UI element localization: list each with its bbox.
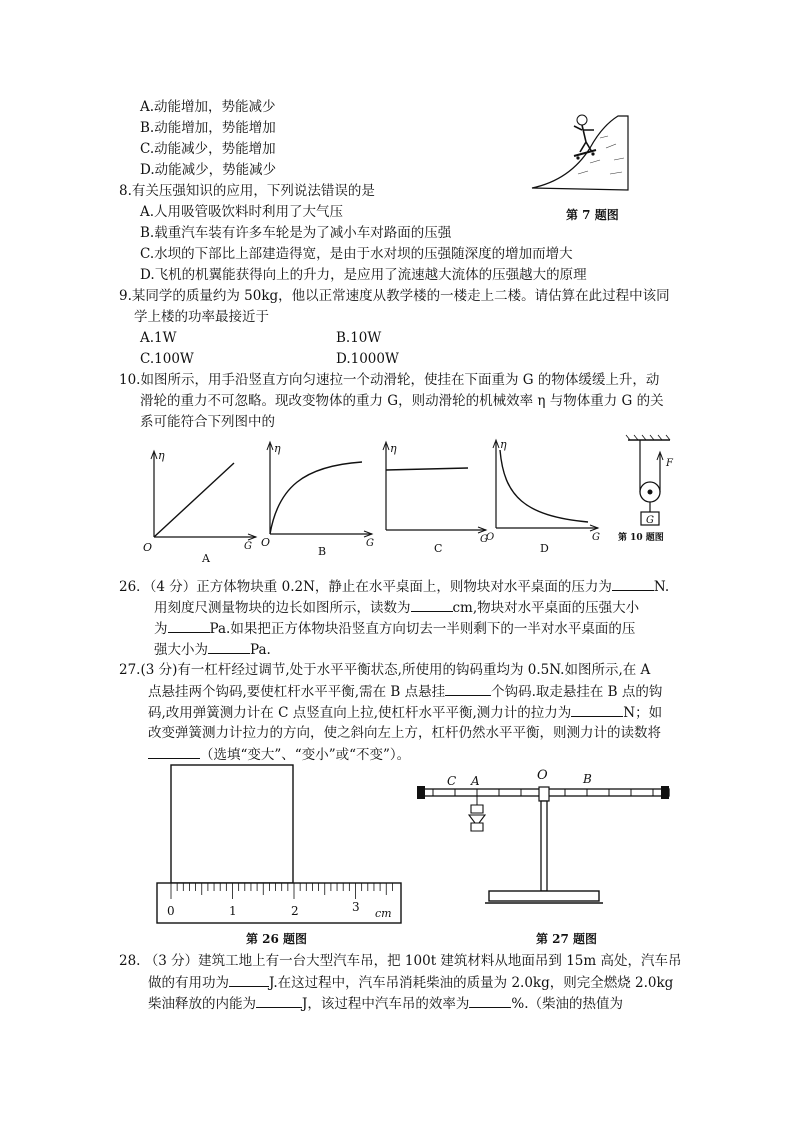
q26-blank-force[interactable] (612, 577, 654, 591)
pulley-figure (618, 434, 688, 544)
q26-line3-tail: Pa.如果把正方体物块沿竖直方向切去一半则剩下的一半对水平桌面的压 (209, 621, 636, 637)
q26-line2-tail: cm,物块对水平桌面的压强大小 (452, 600, 640, 616)
q7-option-b: B.动能增加，势能增加 (140, 120, 276, 136)
graph-a (140, 445, 260, 565)
q26-line3-text: 为 (154, 621, 168, 637)
graph-c (374, 438, 494, 558)
ruler-label-2: 2 (291, 904, 299, 918)
graph-c-x-label: G (480, 534, 488, 545)
ruler-label-0: 0 (167, 904, 175, 918)
q27-blank-force[interactable] (571, 703, 623, 717)
graph-b-origin: O (261, 536, 271, 549)
q27-blank-change[interactable] (148, 745, 200, 759)
q7-option-c: C.动能减少，势能增加 (140, 141, 276, 157)
pulley-weight-label: G (646, 515, 654, 526)
q27-line3-tail: N；如 (623, 705, 663, 721)
q26-line1 (119, 577, 669, 596)
q27-blank-hooks[interactable] (445, 682, 491, 696)
q26-line1-unit: N. (653, 579, 670, 595)
q27-line2 (148, 682, 662, 701)
q28-line2 (148, 973, 673, 992)
q7-fig-caption: 第 7 题图 (566, 208, 619, 222)
ruler-unit: cm (375, 907, 392, 920)
q28-line3-mid: J，该过程中汽车吊的效率为 (302, 996, 470, 1012)
q9-option-d: D.1000W (336, 351, 399, 367)
graph-c-y-label: η (390, 442, 397, 455)
q8-option-b: B.载重汽车装有许多车轮是为了减小车对路面的压强 (140, 225, 452, 241)
q26-blank-half-pressure[interactable] (208, 640, 250, 654)
q8-option-d: D.飞机的机翼能获得向上的升力，是应用了流速越大流体的压强越大的原理 (140, 267, 587, 283)
q28-line2-tail: J.在这过程中，汽车吊消耗柴油的质量为 2.0kg，则完全燃烧 2.0kg (269, 975, 674, 991)
graph-a-x-label: G (244, 541, 252, 552)
graph-b-label: B (318, 545, 327, 558)
q27-line2-tail: 个钩码.取走悬挂在 B 点的钩 (491, 684, 663, 700)
q27-line3-text: 码,改用弹簧测力计在 C 点竖直向上拉,使杠杆水平平衡,测力计的拉力为 (148, 705, 572, 721)
q27-fig-caption: 第 27 题图 (536, 932, 598, 946)
graph-d (484, 436, 604, 556)
lever-label-o: O (537, 768, 548, 783)
q9-option-a: A.1W (140, 330, 177, 346)
graph-a-origin: O (143, 541, 153, 554)
q28-blank-energy[interactable] (256, 994, 302, 1008)
q26-blank-pressure[interactable] (168, 619, 210, 633)
lever-label-a: A (471, 774, 480, 788)
q7-slope-figure (530, 108, 630, 203)
q9-stem-line2: 学上楼的功率最接近于 (134, 309, 269, 325)
graph-d-x-label: G (592, 532, 600, 543)
q26-line2-text: 用刻度尺测量物块的边长如图所示，读数为 (154, 600, 411, 616)
q28-blank-work[interactable] (229, 973, 269, 987)
q7-option-d: D.动能减少，势能减少 (140, 162, 277, 178)
q9-stem-line1: 9.某同学的质量约为 50kg，他以正常速度从教学楼的一楼走上二楼。请估算在此过程中该同 (119, 288, 670, 304)
ruler-label-1: 1 (229, 904, 237, 918)
q27-lever-figure (415, 765, 680, 915)
q27-line3 (148, 703, 662, 722)
q8-stem: 8.有关压强知识的应用，下列说法错误的是 (119, 183, 375, 199)
graph-a-label: A (202, 552, 210, 565)
graph-b-y-label: η (274, 442, 281, 455)
graph-b-x-label: G (366, 538, 374, 549)
q8-option-a: A.人用吸管吸饮料时利用了大气压 (140, 204, 344, 220)
q26-ruler-figure (155, 765, 405, 925)
lever-label-c: C (447, 774, 457, 788)
q27-line5 (148, 745, 410, 764)
q26-line2 (154, 598, 639, 617)
q28-line3 (148, 994, 623, 1013)
q27-line1: 27.(3 分)有一杠杆经过调节,处于水平平衡状态,所使用的钩码重均为 0.5N.如图所示,在 A (119, 662, 651, 678)
q28-line3-text: 柴油释放的内能为 (148, 996, 256, 1012)
q26-line1-text: 26．（4 分）正方体物块重 0.2N，静止在水平桌面上，则物块对水平桌面的压力为 (119, 579, 612, 595)
graph-b (258, 438, 378, 558)
graph-c-label: C (434, 542, 443, 555)
q27-line2-text: 点悬挂两个钩码,要使杠杆水平平衡,需在 B 点悬挂 (148, 684, 446, 700)
q27-line4: 改变弹簧测力计拉力的方向，使之斜向左上方，杠杆仍然水平平衡，则测力计的读数将 (148, 725, 661, 741)
q28-line2-text: 做的有用功为 (148, 975, 229, 991)
q8-option-c: C.水坝的下部比上部建造得宽，是由于水对坝的压强随深度的增加而增大 (140, 246, 573, 262)
q26-line3 (154, 619, 635, 638)
graph-d-y-label: η (500, 438, 507, 451)
graph-a-y-label: η (158, 449, 165, 462)
q26-line4 (154, 640, 271, 659)
q26-blank-reading[interactable] (411, 598, 453, 612)
ruler-label-3: 3 (352, 900, 360, 914)
q26-line4-text: 强大小为 (154, 642, 208, 658)
q26-fig-caption: 第 26 题图 (246, 932, 308, 946)
q26-line4-unit: Pa. (250, 642, 271, 658)
q10-line3: 系可能符合下列图中的 (140, 414, 275, 430)
q9-option-c: C.100W (140, 351, 194, 367)
q28-line3-tail: %.（柴油的热值为 (511, 996, 624, 1012)
graph-d-origin: O (486, 532, 495, 543)
q10-line2: 滑轮的重力不可忽略。现改变物体的重力 G，则动滑轮的机械效率 η 与物体重力 G 的关 (140, 393, 664, 409)
q9-option-b: B.10W (336, 330, 382, 346)
q7-option-a: A.动能增加，势能减少 (140, 99, 276, 115)
pulley-force-label: F (666, 458, 673, 469)
q27-line5-text: （选填“变大”、“变小”或“不变”）。 (200, 747, 411, 763)
q28-line1: 28. （3 分）建筑工地上有一台大型汽车吊，把 100t 建筑材料从地面吊到 15m 高处，汽车吊 (119, 953, 682, 969)
lever-label-b: B (583, 772, 592, 786)
graph-d-label: D (540, 542, 549, 555)
q28-blank-efficiency[interactable] (469, 994, 511, 1008)
pulley-caption: 第 10 题图 (618, 533, 664, 543)
q10-line1: 10.如图所示，用手沿竖直方向匀速拉一个动滑轮，使挂在下面重为 G 的物体缓缓上升，动 (119, 372, 660, 388)
